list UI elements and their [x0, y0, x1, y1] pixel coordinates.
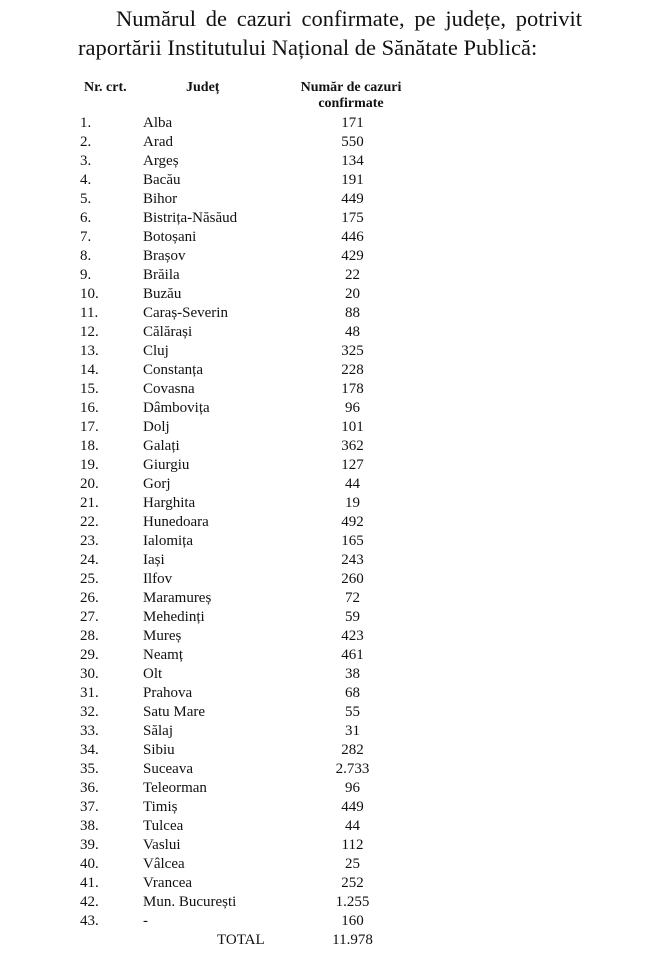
row-judet: Covasna — [143, 381, 195, 397]
table-row — [0, 304, 647, 323]
row-cazuri: 44 — [345, 476, 360, 492]
row-cazuri: 19 — [345, 495, 360, 511]
row-cazuri: 127 — [341, 457, 364, 473]
title-line-2: raportării Institutului Național de Sănătate Publică: — [78, 35, 538, 60]
table-row — [0, 209, 647, 228]
row-judet: Olt — [143, 666, 163, 682]
row-nr: 22. — [80, 514, 99, 530]
row-cazuri: 423 — [341, 628, 364, 644]
table-row — [0, 475, 647, 494]
table-row — [0, 608, 647, 627]
row-judet: Teleorman — [143, 780, 207, 796]
row-judet: Mehedinți — [143, 609, 205, 625]
row-nr: 2. — [80, 134, 92, 150]
row-nr: 18. — [80, 438, 99, 454]
header-nr-crt: Nr. crt. — [84, 80, 127, 95]
row-cazuri: 446 — [341, 229, 364, 245]
row-nr: 12. — [80, 324, 99, 340]
row-cazuri: 492 — [341, 514, 364, 530]
table-row — [0, 741, 647, 760]
row-judet: Sălaj — [143, 723, 173, 739]
row-nr: 42. — [80, 894, 99, 910]
row-judet: Suceava — [143, 761, 193, 777]
table-row — [0, 152, 647, 171]
row-judet: Buzău — [143, 286, 182, 302]
row-nr: 24. — [80, 552, 99, 568]
table-row — [0, 893, 647, 912]
row-judet: Alba — [143, 115, 173, 131]
row-nr: 6. — [80, 210, 92, 226]
row-nr: 3. — [80, 153, 92, 169]
row-cazuri: 88 — [345, 305, 360, 321]
row-cazuri: 461 — [341, 647, 364, 663]
row-cazuri: 175 — [341, 210, 364, 226]
row-cazuri: 96 — [345, 780, 360, 796]
row-nr: 7. — [80, 229, 92, 245]
table-row — [0, 779, 647, 798]
row-judet: Vrancea — [143, 875, 193, 891]
row-judet: Dâmbovița — [143, 400, 210, 416]
row-judet: Constanța — [143, 362, 203, 378]
row-judet: Tulcea — [143, 818, 184, 834]
row-nr: 17. — [80, 419, 99, 435]
row-cazuri: 178 — [341, 381, 364, 397]
row-cazuri: 449 — [341, 799, 364, 815]
table-row — [0, 266, 647, 285]
row-nr: 39. — [80, 837, 99, 853]
table-row — [0, 684, 647, 703]
row-cazuri: 243 — [341, 552, 364, 568]
table-row — [0, 627, 647, 646]
row-nr: 28. — [80, 628, 99, 644]
row-judet: Ilfov — [143, 571, 173, 587]
row-nr: 9. — [80, 267, 92, 283]
row-judet: Bistrița-Năsăud — [143, 210, 238, 226]
row-cazuri: 31 — [345, 723, 360, 739]
row-judet: Harghita — [143, 495, 196, 511]
table-row — [0, 646, 647, 665]
row-nr: 34. — [80, 742, 99, 758]
table-row — [0, 855, 647, 874]
row-cazuri: 96 — [345, 400, 360, 416]
table-row — [0, 551, 647, 570]
table-row — [0, 703, 647, 722]
table-row — [0, 798, 647, 817]
table-row — [0, 760, 647, 779]
row-cazuri: 165 — [341, 533, 364, 549]
table-row — [0, 323, 647, 342]
row-nr: 31. — [80, 685, 99, 701]
table-row — [0, 190, 647, 209]
row-cazuri: 112 — [341, 837, 364, 853]
row-nr: 38. — [80, 818, 99, 834]
row-cazuri: 362 — [341, 438, 364, 454]
row-cazuri: 429 — [341, 248, 364, 264]
row-cazuri: 1.255 — [335, 894, 370, 910]
row-cazuri: 191 — [341, 172, 364, 188]
row-nr: 21. — [80, 495, 99, 511]
row-nr: 15. — [80, 381, 99, 397]
row-nr: 29. — [80, 647, 99, 663]
table-row — [0, 836, 647, 855]
row-nr: 27. — [80, 609, 99, 625]
row-judet: Maramureș — [143, 590, 212, 606]
row-cazuri: 22 — [345, 267, 360, 283]
row-cazuri: 228 — [341, 362, 364, 378]
table-row — [0, 342, 647, 361]
row-nr: 11. — [80, 305, 99, 321]
table-row — [0, 570, 647, 589]
row-judet: Brașov — [143, 248, 186, 264]
row-nr: 32. — [80, 704, 99, 720]
row-cazuri: 260 — [341, 571, 364, 587]
row-judet: Mun. București — [143, 894, 237, 910]
row-cazuri: 72 — [345, 590, 360, 606]
row-nr: 14. — [80, 362, 99, 378]
row-cazuri: 25 — [345, 856, 360, 872]
table-row — [0, 361, 647, 380]
total-value: 11.978 — [332, 932, 373, 948]
table-row — [0, 133, 647, 152]
table-row — [0, 437, 647, 456]
row-nr: 10. — [80, 286, 99, 302]
table-row — [0, 247, 647, 266]
table-row — [0, 513, 647, 532]
row-judet: Prahova — [143, 685, 193, 701]
row-nr: 8. — [80, 248, 92, 264]
row-judet: Bihor — [143, 191, 178, 207]
row-judet: Hunedoara — [143, 514, 209, 530]
row-judet: Iași — [143, 552, 165, 568]
table-body — [0, 114, 647, 931]
row-nr: 43. — [80, 913, 99, 929]
row-nr: 13. — [80, 343, 99, 359]
row-nr: 37. — [80, 799, 99, 815]
table-row — [0, 589, 647, 608]
row-judet: Sibiu — [143, 742, 175, 758]
row-nr: 41. — [80, 875, 99, 891]
row-nr: 40. — [80, 856, 99, 872]
row-nr: 25. — [80, 571, 99, 587]
row-cazuri: 59 — [345, 609, 360, 625]
row-cazuri: 48 — [345, 324, 360, 340]
document-title — [78, 4, 582, 62]
row-judet: Vâlcea — [143, 856, 185, 872]
table-row — [0, 532, 647, 551]
header-numar-line-1: Număr de cazuri — [300, 80, 402, 95]
table-row — [0, 228, 647, 247]
table-row — [0, 171, 647, 190]
row-judet: Bacău — [143, 172, 181, 188]
row-cazuri: 2.733 — [335, 761, 370, 777]
row-cazuri: 134 — [341, 153, 364, 169]
row-cazuri: 282 — [341, 742, 364, 758]
row-nr: 30. — [80, 666, 99, 682]
row-judet: Neamț — [143, 647, 183, 663]
row-nr: 35. — [80, 761, 99, 777]
table-row — [0, 456, 647, 475]
row-judet: Vaslui — [143, 837, 181, 853]
row-nr: 16. — [80, 400, 99, 416]
table-row — [0, 380, 647, 399]
row-judet: Botoșani — [143, 229, 197, 245]
row-judet: Dolj — [143, 419, 170, 435]
table-row — [0, 399, 647, 418]
table-row — [0, 418, 647, 437]
row-cazuri: 449 — [341, 191, 364, 207]
header-numar-line-2: confirmate — [318, 96, 384, 111]
row-cazuri: 101 — [341, 419, 364, 435]
table-row — [0, 494, 647, 513]
header-judet: Județ — [186, 80, 220, 95]
total-label: TOTAL — [217, 932, 265, 948]
row-judet: Argeș — [143, 153, 179, 169]
table-row — [0, 285, 647, 304]
row-nr: 33. — [80, 723, 99, 739]
row-judet: Caraș-Severin — [143, 305, 228, 321]
row-judet: - — [143, 913, 148, 929]
row-judet: Cluj — [143, 343, 169, 359]
row-judet: Gorj — [143, 476, 171, 492]
row-cazuri: 550 — [341, 134, 364, 150]
table-row — [0, 912, 647, 931]
row-nr: 36. — [80, 780, 99, 796]
table-row — [0, 665, 647, 684]
row-judet: Galați — [143, 438, 180, 454]
title-line-1: Numărul de cazuri confirmate, pe județe, potrivit — [116, 6, 582, 31]
row-judet: Brăila — [143, 267, 180, 283]
row-cazuri: 160 — [341, 913, 364, 929]
table-row — [0, 874, 647, 893]
row-judet: Satu Mare — [143, 704, 206, 720]
row-judet: Mureș — [143, 628, 182, 644]
row-cazuri: 68 — [345, 685, 360, 701]
table-row — [0, 114, 647, 133]
row-judet: Arad — [143, 134, 173, 150]
row-cazuri: 38 — [345, 666, 360, 682]
row-cazuri: 171 — [341, 115, 364, 131]
table-row — [0, 722, 647, 741]
row-nr: 5. — [80, 191, 92, 207]
row-cazuri: 252 — [341, 875, 364, 891]
row-nr: 4. — [80, 172, 92, 188]
row-cazuri: 325 — [341, 343, 364, 359]
row-judet: Giurgiu — [143, 457, 190, 473]
row-cazuri: 55 — [345, 704, 360, 720]
row-judet: Călărași — [143, 324, 193, 340]
row-nr: 26. — [80, 590, 99, 606]
row-cazuri: 20 — [345, 286, 360, 302]
row-judet: Ialomița — [143, 533, 193, 549]
row-nr: 1. — [80, 115, 92, 131]
table-row — [0, 817, 647, 836]
row-cazuri: 44 — [345, 818, 360, 834]
row-nr: 19. — [80, 457, 99, 473]
row-nr: 23. — [80, 533, 99, 549]
row-judet: Timiș — [143, 799, 178, 815]
header-numar-cazuri — [286, 80, 416, 112]
row-nr: 20. — [80, 476, 99, 492]
